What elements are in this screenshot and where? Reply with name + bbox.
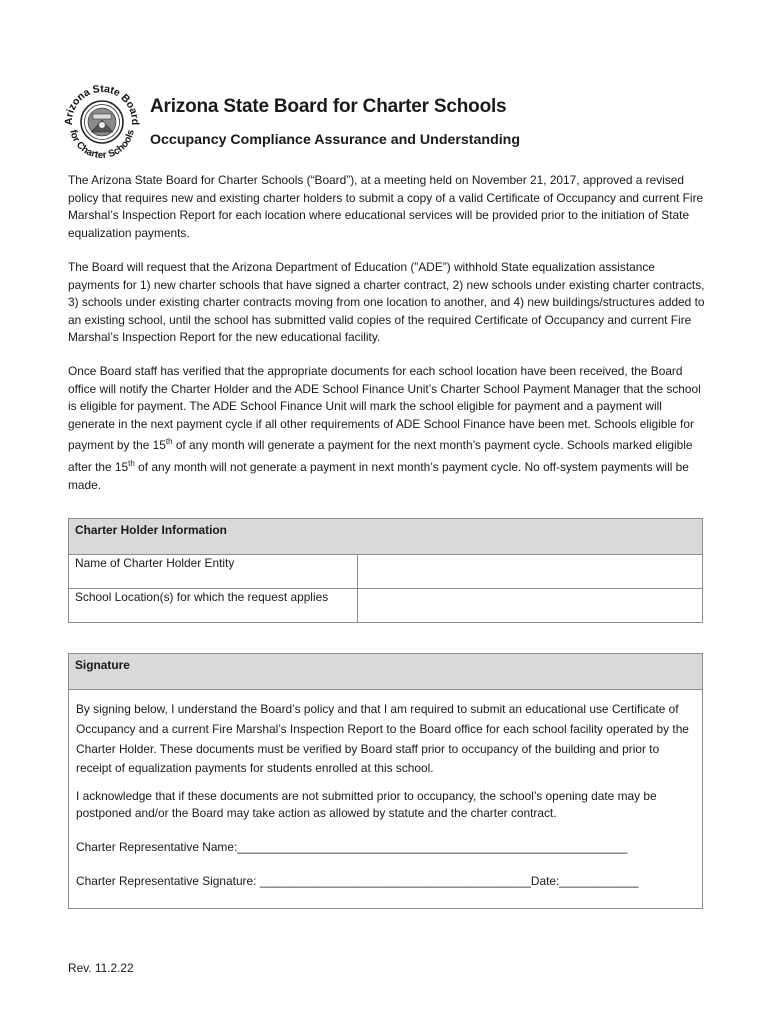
school-location-label: School Location(s) for which the request applies xyxy=(69,589,358,623)
school-location-field[interactable] xyxy=(358,589,703,623)
charter-holder-name-label: Name of Charter Holder Entity xyxy=(69,555,358,589)
document-title: Arizona State Board for Charter Schools xyxy=(150,96,507,117)
table-row xyxy=(69,555,703,589)
charter-holder-heading: Charter Holder Information xyxy=(69,519,703,555)
signature-acknowledgement: I acknowledge that if these documents are not submitted prior to occupancy, the school’s opening date may be postponed and/or the Board may take action as allowed by statute and the charter contract. xyxy=(76,789,657,821)
board-seal-logo xyxy=(62,76,142,164)
table-header-row xyxy=(69,519,703,555)
paragraph-3-part-a: Once Board staff has verified that the appropriate documents for each school location have been received, the Board office will notify the Charter Holder and the ADE School Finance Unit’s Charter School Payment Manager that the school is eligible for payment. The ADE School Finance Unit will mark the school eligible for payment and a payment will generate in the next payment cycle if all other requirements of ADE School Finance have been met. Schools eligible for payment by the 15 xyxy=(68,364,701,453)
signature-table xyxy=(68,653,703,909)
paragraph-3-part-c: of any month will not generate a payment in next month’s payment cycle. No off-system payments will be made. xyxy=(68,459,689,492)
charter-holder-table xyxy=(68,518,703,623)
representative-name-line[interactable]: Charter Representative Name:___________________________________________________________ xyxy=(76,840,628,855)
revision-label: Rev. 11.2.22 xyxy=(68,961,134,975)
table-row xyxy=(69,690,703,909)
paragraph-3-part-b: of any month will generate a payment for the next month’s payment cycle. Schools marked eligible after the 15 xyxy=(68,438,693,474)
policy-paragraph-2: The Board will request that the Arizona Department of Education (”ADE”) withhold State equalization assistance payments for 1) new charter schools that have signed a charter contract, 2) new schools under existing charter contracts, 3) schools under existing charter contracts moving from one location to another, and 4) new buildings/structures added to an existing school, until the school has submitted valid copies of the required Certificate of Occupancy and current Fire Marshal’s Inspection Report for the new educational facility. xyxy=(68,260,705,345)
logo-arc-text-bottom: for Charter Schools xyxy=(67,128,137,162)
representative-signature-line[interactable]: Charter Representative Signature: _________________________________________Date:____________ xyxy=(76,874,639,889)
document-subtitle: Occupancy Compliance Assurance and Understanding xyxy=(150,132,521,148)
policy-paragraph-3 xyxy=(68,363,708,494)
logo-arc-text-top: Arizona State Board xyxy=(62,82,142,126)
charter-holder-name-field[interactable] xyxy=(358,555,703,589)
signature-heading: Signature xyxy=(69,654,703,690)
signature-statement: By signing below, I understand the Board’s policy and that I am required to submit an educational use Certificate of Occupancy and a current Fire Marshal’s Inspection Report to the Board office for each school facility operated by the Charter Holder. These documents must be verified by Board staff prior to occupancy of the building and prior to receipt of equalization payments for students enrolled at this school. xyxy=(76,702,689,776)
table-row xyxy=(69,589,703,623)
policy-paragraph-1: The Arizona State Board for Charter Schools (“Board”), at a meeting held on November 21, 2017, approved a revised policy that requires new and existing charter holders to submit a copy of a valid Certificate of Occupancy and current Fire Marshal’s Inspection Report for each location where educational services will be provided prior to the initiation of State equalization payments. xyxy=(68,173,704,240)
ordinal-suffix: th xyxy=(165,437,173,447)
ordinal-suffix: th xyxy=(128,458,135,468)
table-header-row xyxy=(69,654,703,690)
signature-section-body xyxy=(69,690,703,909)
